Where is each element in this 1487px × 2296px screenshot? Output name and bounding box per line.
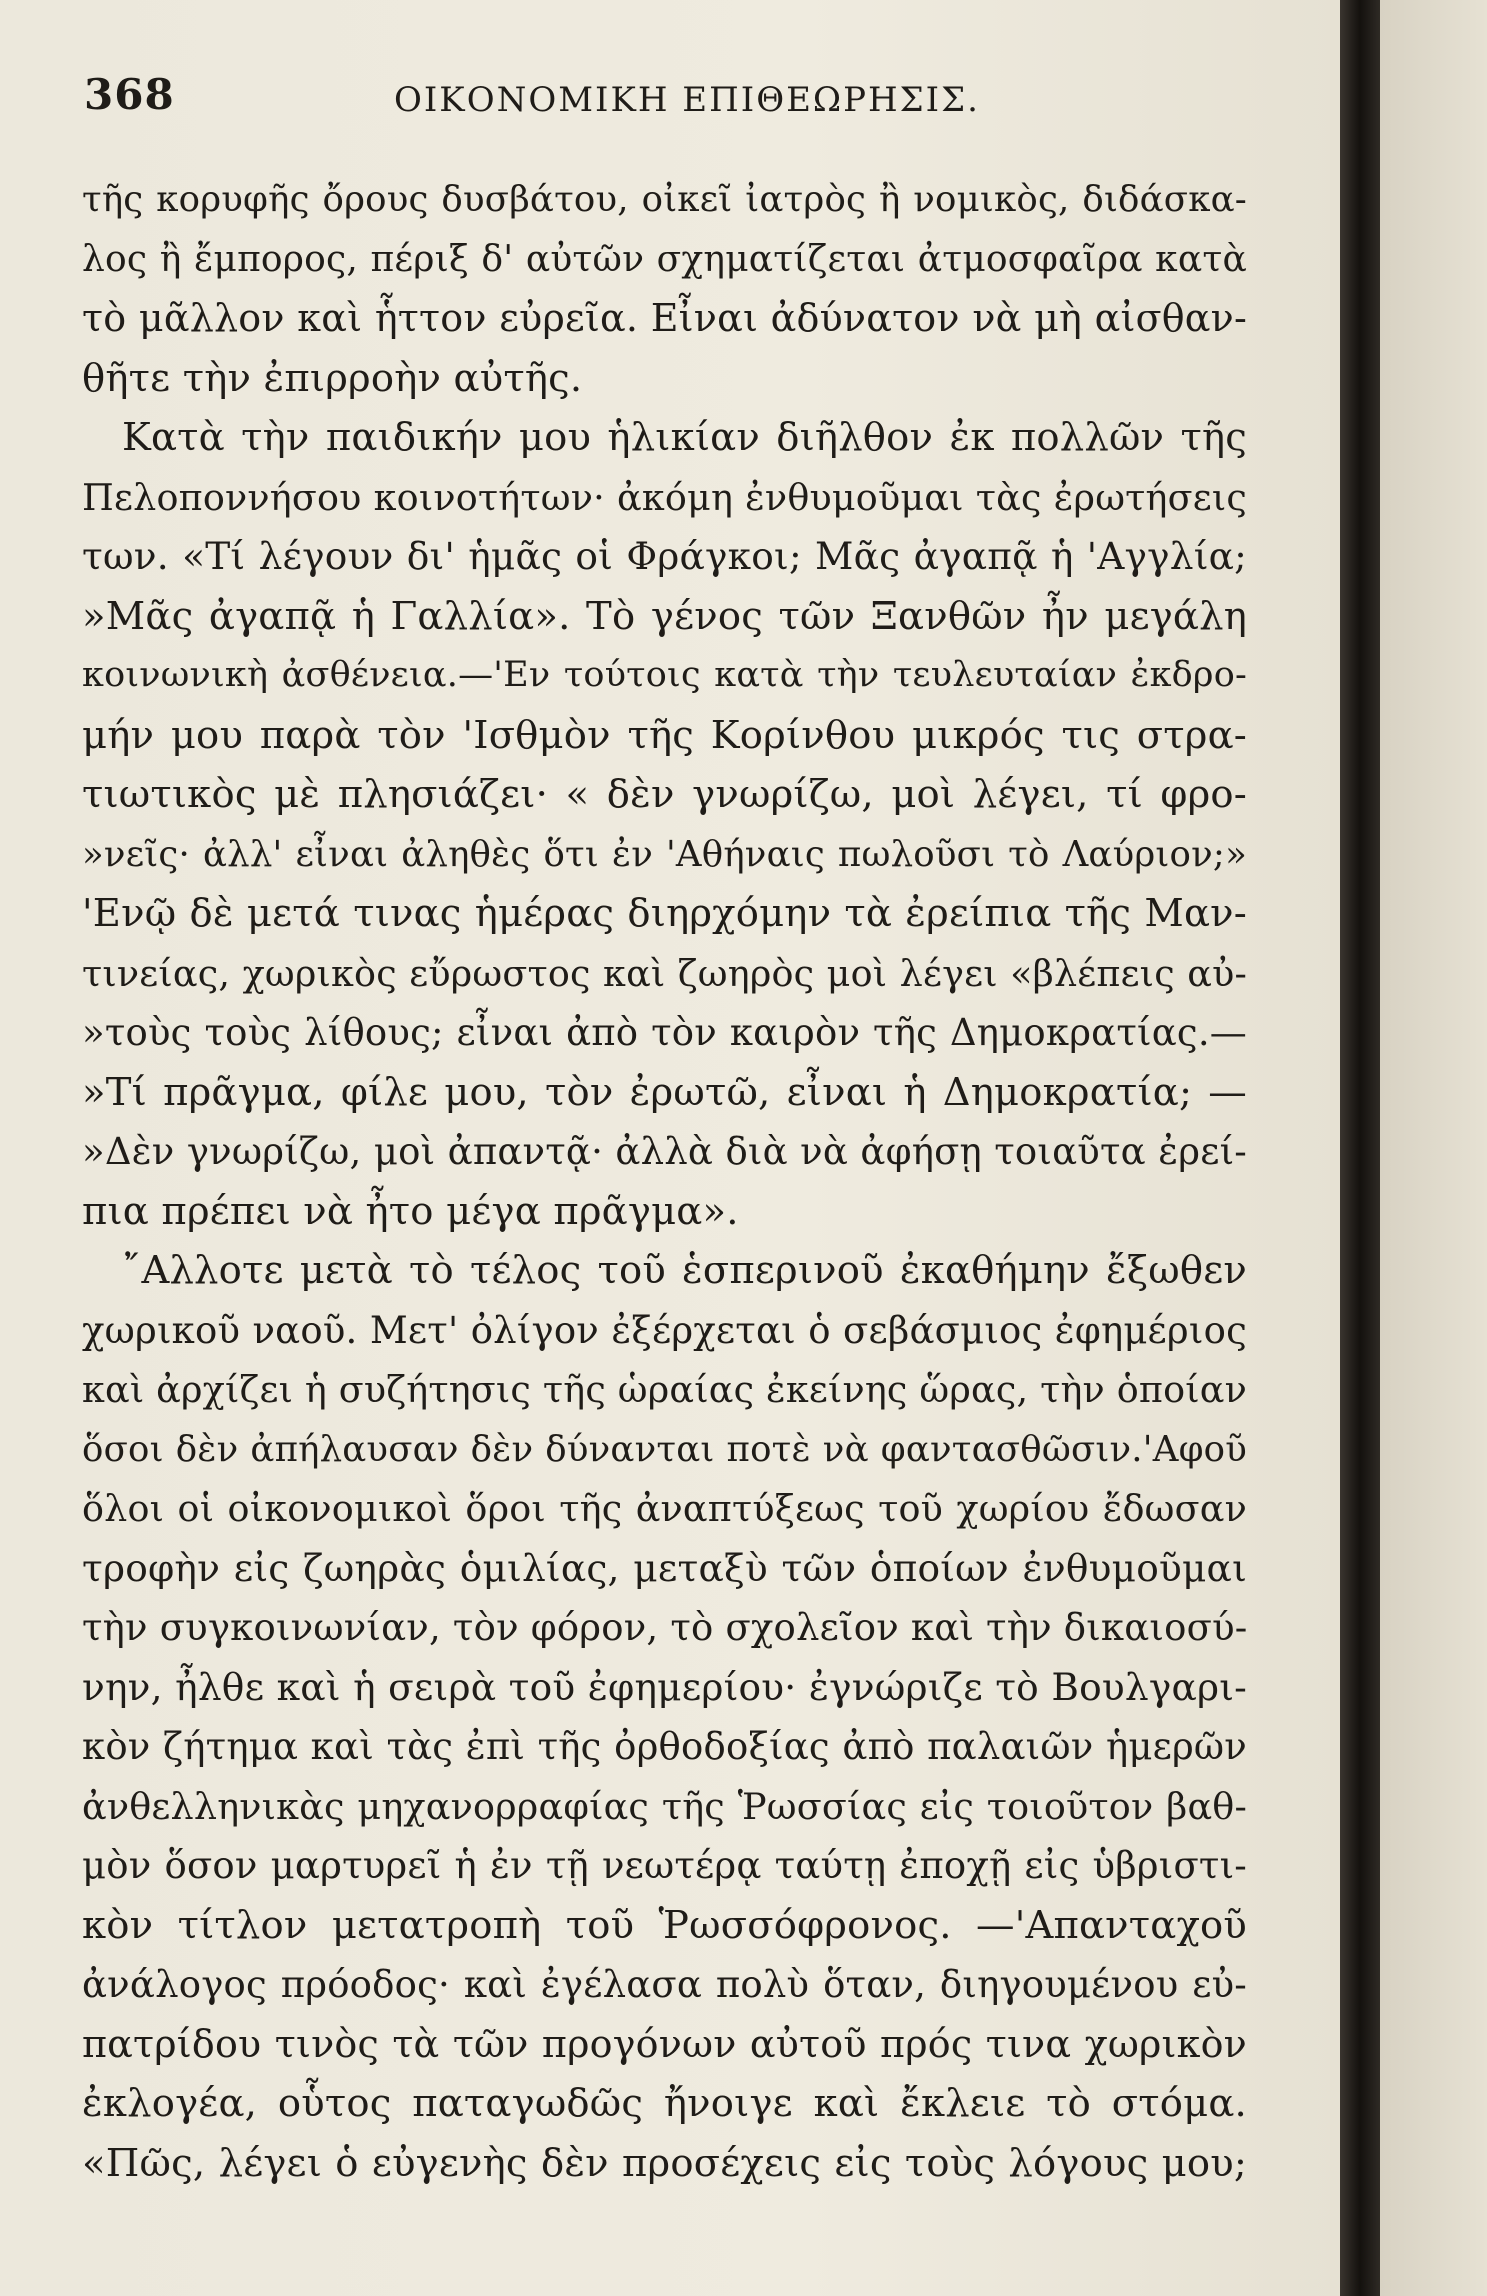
- text-line: τῆς κορυφῆς ὄρους δυσβάτου, οἰκεῖ ἰατρὸς ἢ νομικὸς, διδάσκα-: [82, 179, 1247, 220]
- text-line: θῆτε τὴν ἐπιρροὴν αὐτῆς.: [82, 355, 583, 401]
- page-number: 368: [84, 70, 175, 119]
- text-line: »Τί πρᾶγμα, φίλε μου, τὸν ἐρωτῶ, εἶναι ἡ Δημοκρατία; —: [82, 1069, 1247, 1115]
- text-line: «Πῶς, λέγει ὁ εὐγενὴς δὲν προσέχεις εἰς τοὺς λόγους μου;: [82, 2140, 1247, 2186]
- facing-page-edge: [1380, 0, 1487, 2296]
- text-line: τιωτικὸς μὲ πλησιάζει· « δὲν γνωρίζω, μοὶ λέγει, τί φρο-: [82, 772, 1247, 817]
- text-line: τροφὴν εἰς ζωηρὰς ὁμιλίας, μεταξὺ τῶν ὁποίων ἐνθυμοῦμαι: [82, 1545, 1247, 1590]
- text-line: »τοὺς τοὺς λίθους; εἶναι ἀπὸ τὸν καιρὸν τῆς Δημοκρατίας.—: [82, 1011, 1247, 1054]
- text-line: »νεῖς· ἀλλ' εἶναι ἀληθὲς ὅτι ἐν 'Αθήναις πωλοῦσι τὸ Λαύριον;»: [82, 833, 1247, 875]
- text-line: καὶ ἀρχίζει ἡ συζήτησις τῆς ὡραίας ἐκείνης ὥρας, τὴν ὁποίαν: [82, 1368, 1248, 1411]
- text-line: μήν μου παρὰ τὸν 'Ισθμὸν τῆς Κορίνθου μικρός τις στρα-: [82, 712, 1247, 758]
- text-line: χωρικοῦ ναοῦ. Μετ' ὀλίγον ἐξέρχεται ὁ σεβάσμιος ἐφημέριος: [82, 1308, 1247, 1352]
- text-line: κὸν ζήτημα καὶ τὰς ἐπὶ τῆς ὀρθοδοξίας ἀπὸ παλαιῶν ἡμερῶν: [82, 1725, 1247, 1768]
- body-text: [82, 170, 1247, 2193]
- text-line: τὸ μᾶλλον καὶ ἧττον εὐρεῖα. Εἶναι ἀδύνατον νὰ μὴ αἰσθαν-: [82, 296, 1247, 340]
- text-line: μὸν ὅσον μαρτυρεῖ ἡ ἐν τῇ νεωτέρᾳ ταύτῃ ἐποχῇ εἰς ὑβριστι-: [82, 1844, 1247, 1887]
- text-line: ἐκλογέα, οὗτος παταγωδῶς ἤνοιγε καὶ ἔκλειε τὸ στόμα.: [82, 2081, 1247, 2126]
- text-line: »Δὲν γνωρίζω, μοὶ ἀπαντᾷ· ἀλλὰ διὰ νὰ ἀφήσῃ τοιαῦτα ἐρεί-: [82, 1130, 1247, 1173]
- text-line: ὅσοι δὲν ἀπήλαυσαν δὲν δύνανται ποτὲ νὰ φαντασθῶσιν.'Αφοῦ: [82, 1428, 1247, 1470]
- text-line: λος ἢ ἔμπορος, πέριξ δ' αὐτῶν σχηματίζεται ἀτμοσφαῖρα κατὰ: [82, 238, 1247, 280]
- text-line: Κατὰ τὴν παιδικήν μου ἡλικίαν διῆλθον ἐκ πολλῶν τῆς: [122, 415, 1247, 460]
- text-line: νην, ἦλθε καὶ ἡ σειρὰ τοῦ ἐφημερίου· ἐγνώριζε τὸ Βουλγαρι-: [82, 1664, 1247, 1709]
- text-line: ἀνθελληνικὰς μηχανορραφίας τῆς Ῥωσσίας εἰς τοιοῦτον βαθ-: [82, 1784, 1247, 1828]
- text-line: πατρίδου τινὸς τὰ τῶν προγόνων αὐτοῦ πρός τινα χωρικὸν: [82, 2021, 1247, 2066]
- running-head: ΟΙΚΟΝΟΜΙΚΗ ΕΠΙΘΕΩΡΗΣΙΣ.: [394, 80, 980, 120]
- text-line: κοινωνικὴ ἀσθένεια.—'Εν τούτοις κατὰ τὴν τευλευταίαν ἐκδρο-: [82, 655, 1247, 695]
- text-line: τινείας, χωρικὸς εὔρωστος καὶ ζωηρὸς μοὶ λέγει «βλέπεις αὐ-: [82, 951, 1247, 995]
- text-line: Πελοποννήσου κοινοτήτων· ἀκόμη ἐνθυμοῦμαι τὰς ἐρωτήσεις: [82, 475, 1247, 519]
- text-line: ὅλοι οἱ οἰκονομικοὶ ὅροι τῆς ἀναπτύξεως τοῦ χωρίου ἔδωσαν: [82, 1487, 1247, 1530]
- text-line: 'Ενῷ δὲ μετά τινας ἡμέρας διηρχόμην τὰ ἐρείπια τῆς Μαν-: [82, 891, 1247, 936]
- text-line: πια πρέπει νὰ ἦτο μέγα πρᾶγμα».: [82, 1188, 739, 1234]
- text-line: ἀνάλογος πρόοδος· καὶ ἐγέλασα πολὺ ὅταν, διηγουμένου εὐ-: [82, 1963, 1247, 2006]
- book-binding: [1340, 0, 1380, 2296]
- text-line: των. «Τί λέγουν δι' ἡμᾶς οἱ Φράγκοι; Μᾶς ἀγαπᾷ ἡ 'Αγγλία;: [82, 534, 1247, 578]
- text-line: »Μᾶς ἀγαπᾷ ἡ Γαλλία». Τὸ γένος τῶν Ξανθῶν ἦν μεγάλη: [82, 593, 1247, 639]
- text-line: ῎Αλλοτε μετὰ τὸ τέλος τοῦ ἑσπερινοῦ ἐκαθήμην ἔξωθεν: [122, 1248, 1247, 1293]
- page-header: [84, 70, 1244, 140]
- text-line: τὴν συγκοινωνίαν, τὸν φόρον, τὸ σχολεῖον καὶ τὴν δικαιοσύ-: [82, 1606, 1248, 1649]
- text-line: κὸν τίτλον μετατροπὴ τοῦ Ῥωσσόφρονος. —'Απανταχοῦ: [82, 1902, 1247, 1948]
